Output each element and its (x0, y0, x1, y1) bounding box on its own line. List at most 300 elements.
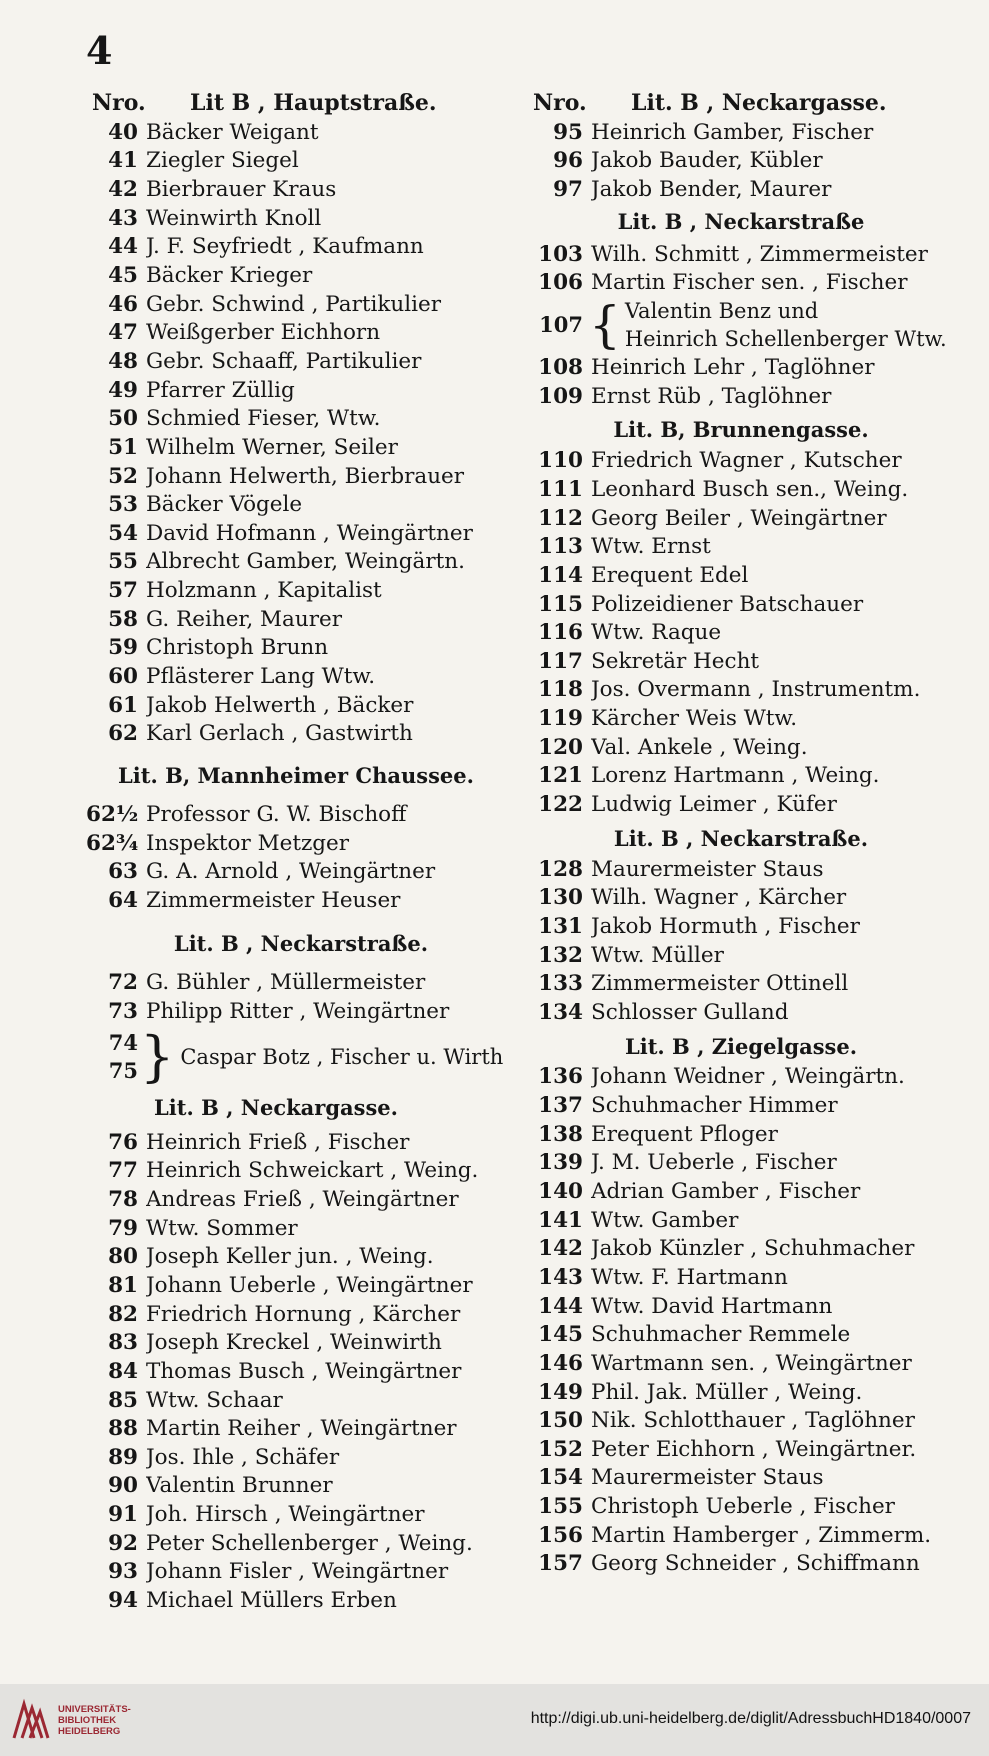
list-item (86, 347, 506, 376)
list-item (86, 1271, 506, 1300)
list-item (86, 576, 506, 605)
entry-name: Bierbrauer Kraus (146, 177, 337, 203)
entry-number: 122 (538, 791, 583, 817)
entry-name: Lorenz Hartmann , Weing. (591, 763, 880, 789)
entry-name: Ziegler Siegel (146, 148, 299, 174)
entry-number: 78 (108, 1187, 138, 1213)
entry-name: Weinwirth Knoll (146, 205, 322, 231)
entry-name-lines (625, 297, 947, 353)
entry-number: 108 (538, 355, 583, 381)
entry-name: Peter Eichhorn , Weingärtner. (591, 1436, 917, 1462)
entry-name: Karl Gerlach , Gastwirth (146, 721, 413, 747)
entry-name: Joseph Kreckel , Weinwirth (146, 1330, 442, 1356)
nro-label: Nro. (92, 90, 146, 116)
right-column-header (531, 88, 951, 118)
list-item (531, 855, 951, 884)
list-item (531, 969, 951, 998)
entry-number: 48 (108, 348, 138, 374)
entry-number: 96 (553, 148, 583, 174)
entry-number: 118 (538, 677, 583, 703)
list-item (531, 1406, 951, 1435)
entry-name: Polizeidiener Batschauer (591, 591, 864, 617)
entry-name: Martin Reiher , Weingärtner (146, 1416, 457, 1442)
entry-number: 146 (538, 1350, 583, 1376)
entry-list (531, 118, 951, 204)
entry-name: Johann Fisler , Weingärtner (146, 1559, 449, 1585)
list-item (531, 475, 951, 504)
entry-name: Georg Schneider , Schiffmann (591, 1551, 920, 1577)
entry-number: 62¾ (86, 830, 139, 856)
entry-number: 94 (108, 1588, 138, 1613)
viewer-footer (0, 1684, 989, 1756)
entry-number: 61 (108, 692, 138, 718)
list-item (86, 490, 506, 519)
entry-name: Schuhmacher Himmer (591, 1093, 838, 1119)
list-item (86, 1328, 506, 1357)
entry-list (86, 118, 506, 748)
list-item (86, 318, 506, 347)
entry-name: Heinrich Lehr , Taglöhner (591, 355, 875, 381)
entry-name: Wtw. Sommer (146, 1215, 298, 1241)
section-heading: Lit. B , Neckargasse. (154, 1094, 398, 1120)
entry-number: 85 (108, 1387, 138, 1413)
section-heading: Lit. B , Neckarstraße. (173, 930, 429, 956)
entry-number: 82 (108, 1301, 138, 1327)
list-item (531, 446, 951, 475)
list-item (86, 691, 506, 720)
entry-name: Holzmann , Kapitalist (146, 578, 382, 604)
entry-number: 79 (108, 1215, 138, 1241)
entry-name: Johann Helwerth, Bierbrauer (146, 463, 465, 489)
entry-number: 80 (108, 1244, 138, 1270)
entry-name: Kärcher Weis Wtw. (591, 706, 798, 732)
list-item (531, 1235, 951, 1264)
street-title: Lit. B , Neckargasse. (631, 90, 887, 116)
list-item (531, 1349, 951, 1378)
document-url[interactable]: http://digi.ub.uni-heidelberg.de/diglit/AdressbuchHD1840/0007 (530, 1710, 971, 1727)
entry-number: 133 (538, 971, 583, 997)
entry-name: Gebr. Schaaff, Partikulier (146, 348, 422, 374)
list-item (531, 883, 951, 912)
list-item (86, 662, 506, 691)
entry-number: 90 (108, 1473, 138, 1499)
entry-numbers (86, 1029, 138, 1085)
entry-number: 47 (108, 320, 138, 346)
list-item (531, 733, 951, 762)
entry-name: Friedrich Hornung , Kärcher (146, 1301, 461, 1327)
entry-number: 43 (108, 205, 138, 231)
entry-name: Christoph Ueberle , Fischer (591, 1494, 895, 1520)
list-item (86, 261, 506, 290)
list-item (86, 829, 506, 858)
list-item (531, 269, 951, 298)
entry-list (531, 855, 951, 1027)
entry-name: Nik. Schlotthauer , Taglöhner (591, 1408, 915, 1434)
list-item (531, 941, 951, 970)
entry-number: 89 (108, 1444, 138, 1470)
entry-name: Andreas Frieß , Weingärtner (146, 1187, 459, 1213)
entry-name: Wtw. Gamber (591, 1207, 739, 1233)
entry-number: 134 (538, 999, 583, 1025)
list-item (531, 147, 951, 176)
list-item (86, 118, 506, 147)
page-number: 4 (86, 28, 113, 73)
entry-name: Martin Hamberger , Zimmerm. (591, 1522, 932, 1548)
entry-list (86, 969, 506, 1026)
list-item (531, 762, 951, 791)
list-item (86, 857, 506, 886)
entry-number: 149 (538, 1379, 583, 1405)
list-item (531, 175, 951, 204)
entry-number: 145 (538, 1322, 583, 1348)
list-item (86, 404, 506, 433)
list-item (531, 1550, 951, 1579)
entry-number: 51 (108, 434, 138, 460)
entry-name: Zimmermeister Heuser (146, 887, 401, 913)
entry-name: Michael Müllers Erben (146, 1588, 397, 1613)
entry-name: Erequent Edel (591, 562, 749, 588)
entry-number: 50 (108, 406, 138, 432)
list-item (86, 1500, 506, 1529)
entry-name: Wartmann sen. , Weingärtner (591, 1350, 912, 1376)
entry-name: G. Reiher, Maurer (146, 606, 342, 632)
entry-name: Ernst Rüb , Taglöhner (591, 383, 832, 409)
entry-name: Heinrich Frieß , Fischer (146, 1129, 410, 1155)
section-heading: Lit. B , Neckarstraße. (613, 825, 869, 851)
entry-list (531, 446, 951, 818)
entry-list (86, 800, 506, 915)
library-name-line: BIBLIOTHEK (58, 1715, 117, 1726)
list-item (531, 1206, 951, 1235)
entry-name: Friedrich Wagner , Kutscher (591, 448, 902, 474)
entry-number: 128 (538, 856, 583, 882)
entry-name: Jakob Helwerth , Bäcker (146, 692, 414, 718)
entry-name: Pflästerer Lang Wtw. (146, 663, 376, 689)
brace-glyph: } (140, 1024, 175, 1088)
entry-number: 107 (539, 312, 583, 338)
entry-name: Adrian Gamber , Fischer (591, 1179, 861, 1205)
entry-name: J. F. Seyfriedt , Kaufmann (146, 234, 424, 260)
entry-name: J. M. Ueberle , Fischer (591, 1150, 837, 1176)
list-item (531, 1091, 951, 1120)
entry-number: 62½ (86, 801, 139, 827)
entry-number: 93 (108, 1559, 138, 1585)
entry-name: Johann Weidner , Weingärtn. (591, 1064, 905, 1090)
list-item (86, 519, 506, 548)
library-name (58, 1704, 131, 1737)
list-item (86, 1214, 506, 1243)
entry-name: Johann Ueberle , Weingärtner (146, 1272, 473, 1298)
list-item (86, 1157, 506, 1186)
street-title: Lit B , Hauptstraße. (190, 90, 437, 116)
entry-number: 88 (108, 1416, 138, 1442)
list-item (531, 1464, 951, 1493)
entry-number: 81 (108, 1272, 138, 1298)
entry-name: Heinrich Schweickart , Weing. (146, 1158, 479, 1184)
entry-name: Wtw. Müller (591, 942, 724, 968)
entry-number: 114 (538, 562, 583, 588)
list-item (531, 561, 951, 590)
entry-number: 59 (108, 635, 138, 661)
list-item (86, 175, 506, 204)
library-name-line: HEIDELBERG (58, 1726, 121, 1737)
entry-name: Jakob Hormuth , Fischer (591, 913, 860, 939)
entry-number: 41 (108, 148, 138, 174)
entry-name: David Hofmann , Weingärtner (146, 520, 473, 546)
list-item (531, 618, 951, 647)
list-item (86, 1443, 506, 1472)
entry-number: 106 (538, 270, 583, 296)
entry-number: 72 (108, 970, 138, 996)
entry-number: 113 (538, 534, 583, 560)
entry-name-line: Valentin Benz und (624, 299, 819, 324)
entry-number: 141 (538, 1207, 583, 1233)
list-item (86, 997, 506, 1026)
list-item (86, 1558, 506, 1587)
entry-name: Zimmermeister Ottinell (591, 971, 849, 997)
entry-number: 52 (108, 463, 138, 489)
list-item (531, 504, 951, 533)
entry-name: Gebr. Schwind , Partikulier (146, 291, 441, 317)
entry-name: Ludwig Leimer , Küfer (591, 791, 837, 817)
entry-name: Professor G. W. Bischoff (146, 801, 407, 827)
entry-name: Jakob Künzler , Schuhmacher (591, 1236, 915, 1262)
list-item (86, 376, 506, 405)
list-item (86, 969, 506, 998)
entry-number: 109 (538, 383, 583, 409)
entry-number: 62 (108, 721, 138, 747)
list-item (531, 1177, 951, 1206)
list-item (531, 1149, 951, 1178)
entry-number: 44 (108, 234, 138, 260)
entry-list (531, 1063, 951, 1579)
entry-number: 53 (108, 492, 138, 518)
list-item (86, 634, 506, 663)
list-item (86, 290, 506, 319)
entry-name: Bäcker Krieger (146, 263, 313, 289)
entry-name: Jos. Ihle , Schäfer (146, 1444, 340, 1470)
list-item (86, 233, 506, 262)
entry-number: 92 (108, 1530, 138, 1556)
entry-number: 111 (538, 476, 583, 502)
list-item (86, 204, 506, 233)
list-item (86, 147, 506, 176)
entry-number: 156 (538, 1522, 583, 1548)
entry-number: 60 (108, 663, 138, 689)
entry-name: Schmied Fieser, Wtw. (146, 406, 381, 432)
entry-number: 76 (108, 1129, 138, 1155)
list-item (86, 548, 506, 577)
grouped-entry (86, 1026, 506, 1088)
section-heading: Lit. B, Brunnengasse. (613, 417, 869, 443)
entry-name: Peter Schellenberger , Weing. (146, 1530, 473, 1556)
entry-name: Leonhard Busch sen., Weing. (591, 476, 909, 502)
entry-name: Schuhmacher Remmele (591, 1322, 851, 1348)
entry-name: Philipp Ritter , Weingärtner (146, 999, 450, 1025)
entry-number: 115 (538, 591, 583, 617)
entry-name: Wtw. Ernst (591, 534, 711, 560)
entry-name: Phil. Jak. Müller , Weing. (591, 1379, 863, 1405)
entry-number: 112 (538, 505, 583, 531)
entry-name: Wilh. Schmitt , Zimmermeister (591, 241, 928, 267)
list-item (86, 1185, 506, 1214)
brace-glyph: { (589, 296, 621, 355)
entry-list (531, 353, 951, 410)
list-item (531, 1292, 951, 1321)
section-heading: Lit. B , Neckarstraße (617, 208, 865, 234)
entry-name: Joh. Hirsch , Weingärtner (146, 1502, 425, 1528)
entry-number: 132 (538, 942, 583, 968)
entry-number: 40 (108, 119, 138, 145)
entry-number: 155 (538, 1494, 583, 1520)
list-item (531, 1435, 951, 1464)
list-item (86, 1357, 506, 1386)
entry-name: Wtw. Raque (591, 620, 722, 646)
entry-number: 46 (108, 291, 138, 317)
list-item (86, 1472, 506, 1501)
list-item (531, 1120, 951, 1149)
entry-list (86, 1128, 506, 1615)
list-item (531, 1492, 951, 1521)
list-item (531, 1378, 951, 1407)
list-item (531, 1063, 951, 1092)
entry-number: 152 (538, 1436, 583, 1462)
list-item (531, 1521, 951, 1550)
entry-name: Erequent Pfloger (591, 1121, 778, 1147)
list-item (531, 912, 951, 941)
entry-number: 83 (108, 1330, 138, 1356)
list-item (86, 1529, 506, 1558)
list-item (531, 353, 951, 382)
entry-name: Bäcker Weigant (146, 119, 319, 145)
entry-number: 121 (538, 763, 583, 789)
list-item (86, 1586, 506, 1615)
entry-number: 75 (108, 1057, 138, 1083)
entry-name: Wtw. Schaar (146, 1387, 283, 1413)
list-item (531, 118, 951, 147)
entry-number: 157 (538, 1551, 583, 1577)
list-item (531, 382, 951, 411)
entry-name: Weißgerber Eichhorn (146, 320, 381, 346)
list-item (86, 605, 506, 634)
entry-name: Wilh. Wagner , Kärcher (591, 885, 847, 911)
entry-name-line: Heinrich Schellenberger Wtw. (624, 327, 947, 352)
list-item (531, 647, 951, 676)
list-item (531, 532, 951, 561)
list-item (531, 240, 951, 269)
entry-number: 130 (538, 885, 583, 911)
entry-number: 84 (108, 1358, 138, 1384)
entry-name: Thomas Busch , Weingärtner (146, 1358, 462, 1384)
entry-number: 138 (538, 1121, 583, 1147)
entry-name: Caspar Botz , Fischer u. Wirth (180, 1044, 504, 1069)
entry-number: 120 (538, 734, 583, 760)
left-column (86, 88, 506, 1615)
entry-name: Sekretär Hecht (591, 648, 760, 674)
entry-number: 45 (108, 263, 138, 289)
section-heading: Lit. B , Ziegelgasse. (624, 1033, 858, 1059)
section-heading: Lit. B, Mannheimer Chaussee. (118, 763, 474, 789)
entry-number: 110 (538, 448, 583, 474)
list-item (86, 886, 506, 915)
entry-name: Schlosser Gulland (591, 999, 789, 1025)
entry-number: 74 (108, 1029, 138, 1055)
library-name-line: UNIVERSITÄTS- (58, 1704, 131, 1715)
entry-number: 140 (538, 1179, 583, 1205)
entry-number: 42 (108, 177, 138, 203)
entry-name: Georg Beiler , Weingärtner (591, 505, 887, 531)
entry-number: 150 (538, 1408, 583, 1434)
list-item (531, 1263, 951, 1292)
entry-list (531, 240, 951, 297)
list-item (86, 1386, 506, 1415)
entry-number: 103 (538, 241, 583, 267)
entry-number: 54 (108, 520, 138, 546)
list-item (86, 1128, 506, 1157)
entry-name: Heinrich Gamber, Fischer (591, 119, 874, 145)
entry-number: 63 (108, 859, 138, 885)
entry-number: 144 (538, 1293, 583, 1319)
entry-name: Jakob Bender, Maurer (591, 177, 832, 203)
entry-number: 55 (108, 549, 138, 575)
entry-number: 95 (553, 119, 583, 145)
list-item (86, 1414, 506, 1443)
university-library-logo-icon (10, 1698, 52, 1742)
entry-name: Jakob Bauder, Kübler (591, 148, 823, 174)
list-item (86, 1300, 506, 1329)
entry-number: 116 (538, 620, 583, 646)
entry-number: 58 (108, 606, 138, 632)
list-item (86, 800, 506, 829)
entry-name: Wilhelm Werner, Seiler (146, 434, 398, 460)
entry-name: Maurermeister Staus (591, 856, 824, 882)
list-item (86, 719, 506, 748)
grouped-entry (531, 297, 951, 353)
entry-number: 64 (108, 887, 138, 913)
entry-number: 143 (538, 1264, 583, 1290)
entry-name: G. A. Arnold , Weingärtner (146, 859, 436, 885)
entry-number: 97 (553, 177, 583, 203)
entry-name: Wtw. F. Hartmann (591, 1264, 788, 1290)
left-column-header (86, 88, 506, 118)
entry-name: Maurermeister Staus (591, 1465, 824, 1491)
entry-name: Christoph Brunn (146, 635, 329, 661)
entry-number: 142 (538, 1236, 583, 1262)
entry-name: Joseph Keller jun. , Weing. (146, 1244, 434, 1270)
right-column (531, 88, 951, 1578)
list-item (531, 676, 951, 705)
entry-number: 73 (108, 999, 138, 1025)
entry-name: Pfarrer Züllig (146, 377, 295, 403)
entry-number: 77 (108, 1158, 138, 1184)
entry-number: 131 (538, 913, 583, 939)
entry-name: Valentin Brunner (146, 1473, 333, 1499)
entry-number: 49 (108, 377, 138, 403)
list-item (531, 1320, 951, 1349)
entry-number: 91 (108, 1502, 138, 1528)
list-item (531, 998, 951, 1027)
list-item (531, 590, 951, 619)
entry-name: Martin Fischer sen. , Fischer (591, 270, 908, 296)
entry-name: Val. Ankele , Weing. (591, 734, 808, 760)
entry-number: 119 (538, 706, 583, 732)
entry-number: 57 (108, 578, 138, 604)
list-item (86, 433, 506, 462)
list-item (86, 462, 506, 491)
entry-name: Inspektor Metzger (146, 830, 350, 856)
list-item (531, 704, 951, 733)
entry-name: Jos. Overmann , Instrumentm. (591, 677, 921, 703)
